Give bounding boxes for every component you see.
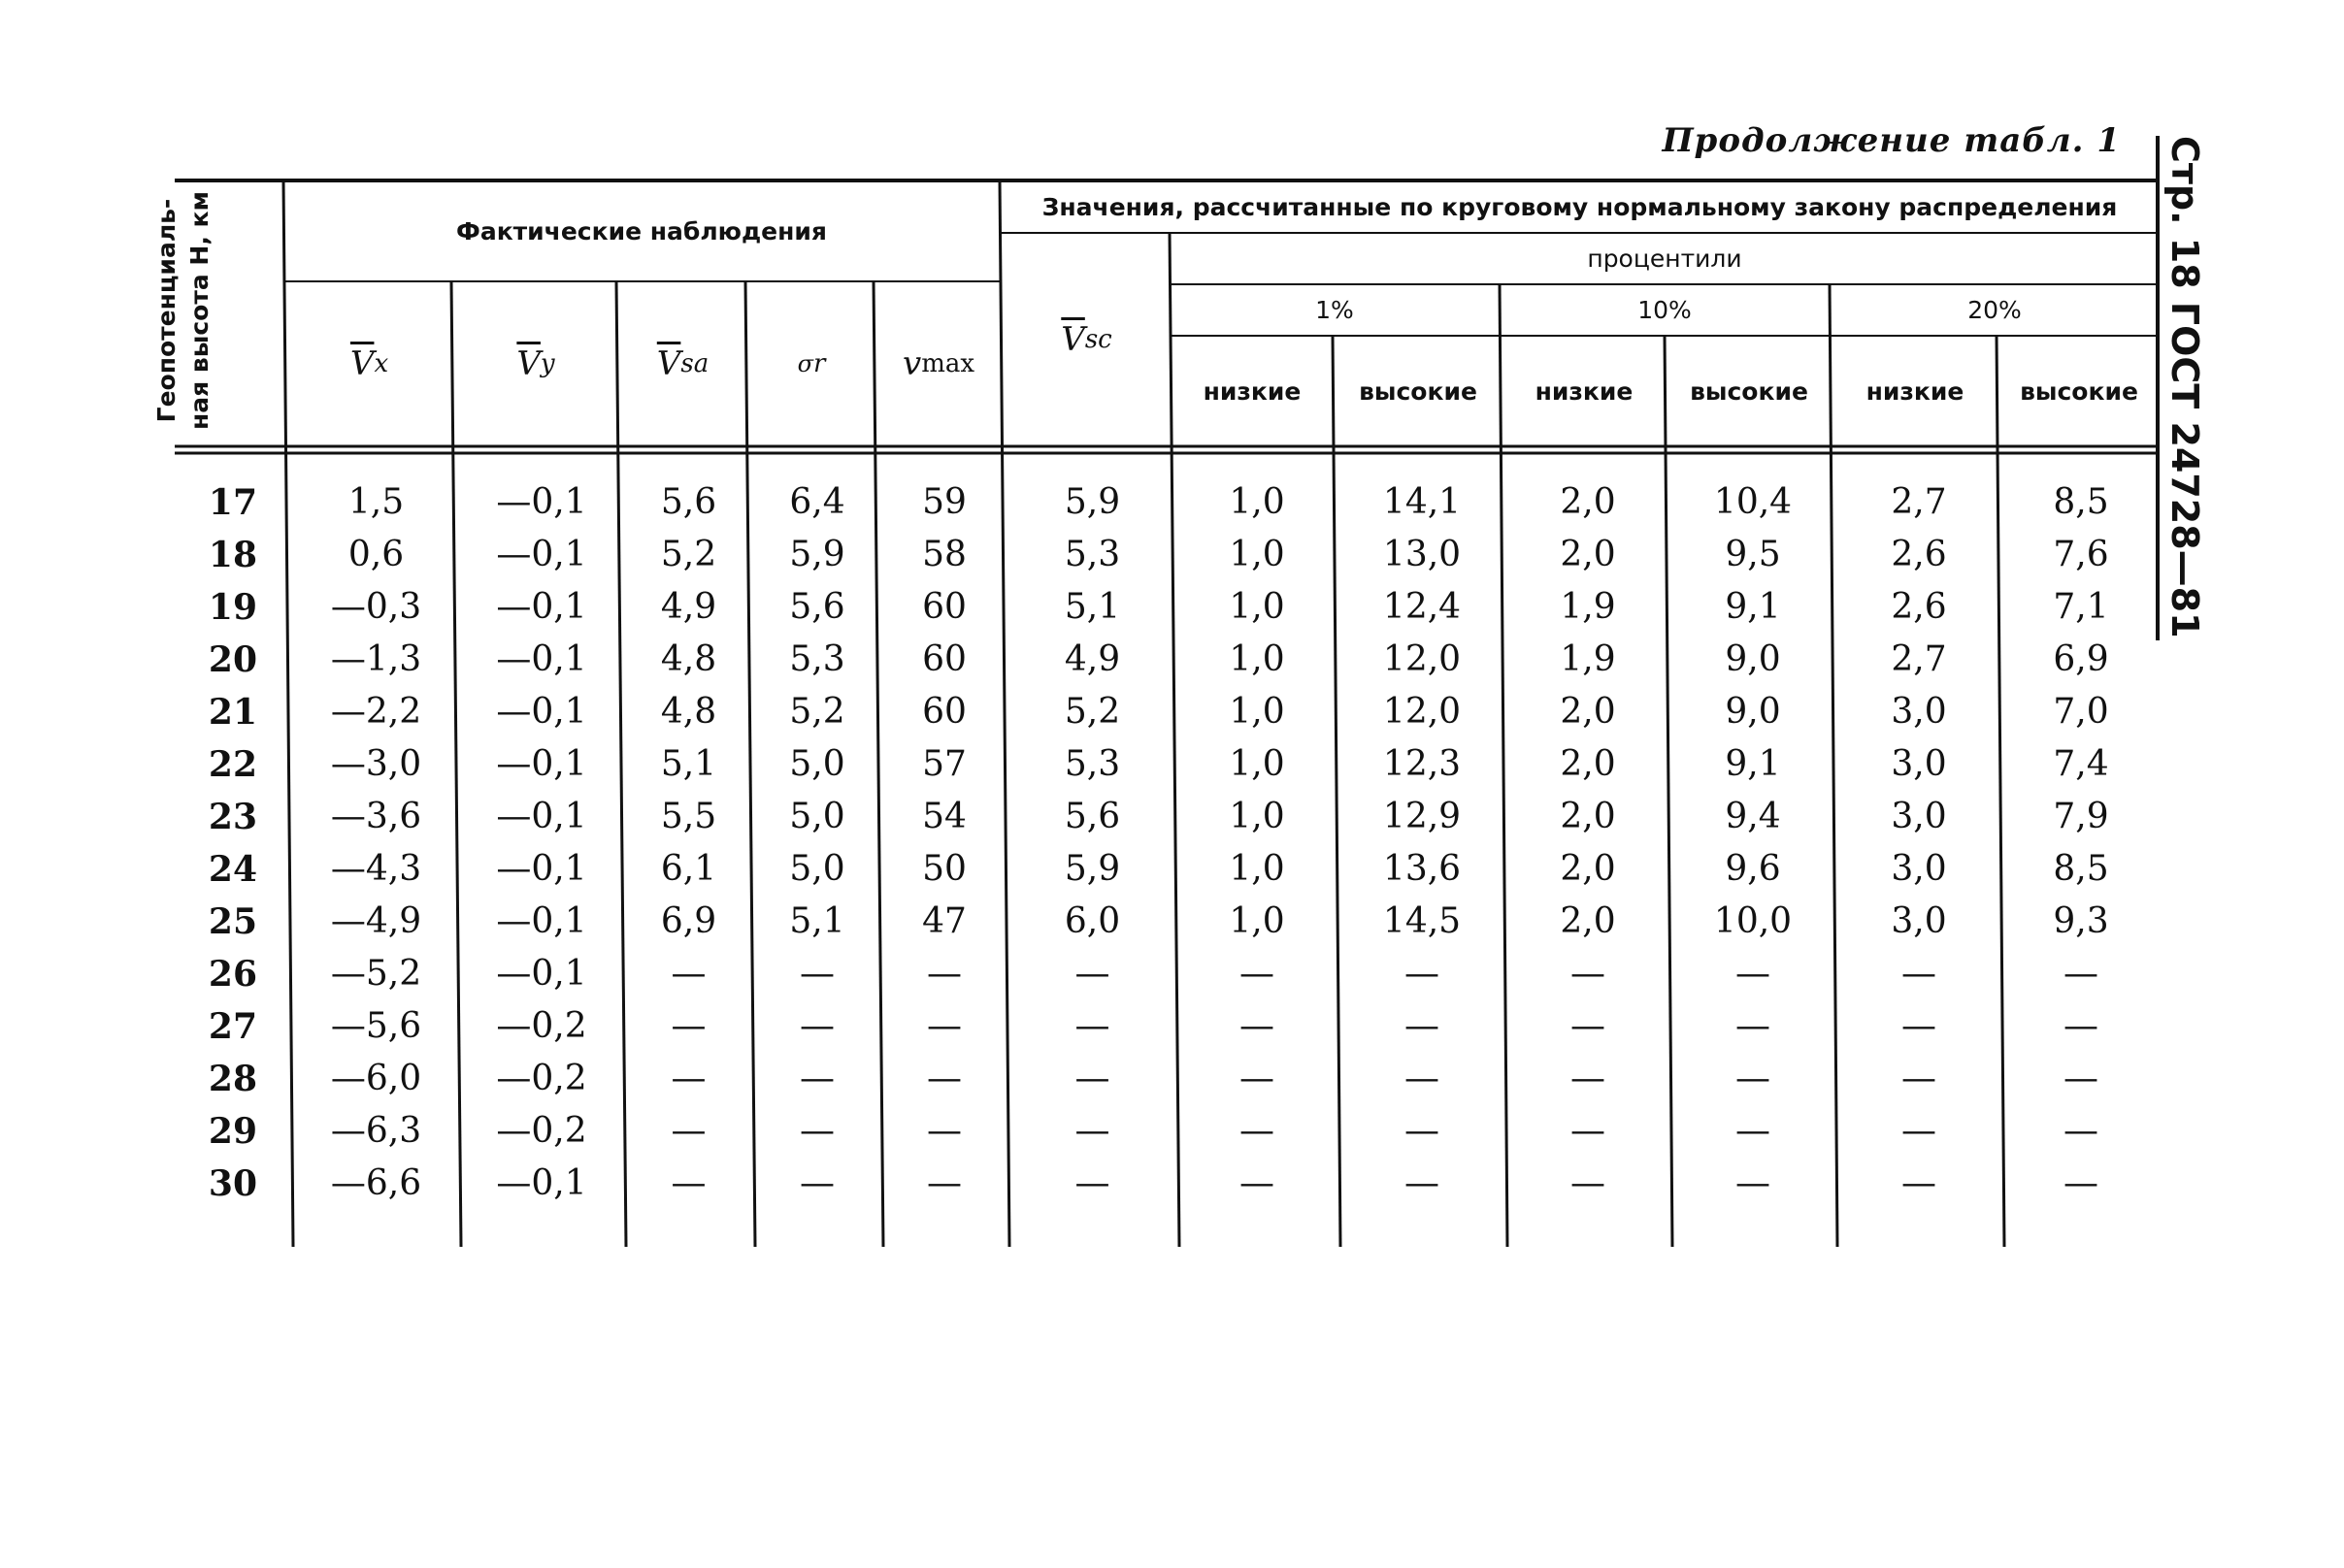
cell-p1-low: 1,0 [1229, 535, 1285, 574]
cell-p1-low: — [1239, 1006, 1274, 1046]
cell-p1-high: — [1404, 1006, 1439, 1046]
cell-height: 23 [208, 797, 257, 837]
cell-p1-high: 13,6 [1382, 849, 1462, 889]
cell-p1-low: — [1239, 1163, 1274, 1203]
cell-vmax: 59 [922, 482, 967, 522]
cell-p10-high: — [1735, 1163, 1770, 1203]
cell-p20-high: 8,5 [2053, 482, 2109, 522]
cell-p10-low: 2,0 [1560, 901, 1616, 941]
cell-p10-low: 2,0 [1560, 744, 1616, 784]
cell-sigma-r: 5,0 [789, 797, 845, 836]
cell-vmax: 57 [922, 744, 967, 784]
cell-vy: —0,1 [496, 482, 587, 522]
cell-vmax: — [927, 1163, 962, 1203]
cell-p1-low: 1,0 [1229, 744, 1285, 784]
cell-vx: 0,6 [347, 535, 405, 574]
cell-p1-high: 12,9 [1382, 797, 1462, 836]
cell-p20-low: 3,0 [1891, 744, 1947, 784]
cell-p1-low: 1,0 [1229, 849, 1285, 889]
header-percentiles: процентили [1587, 245, 1742, 273]
cell-vx: —6,3 [330, 1111, 422, 1151]
cell-vsa: 6,9 [660, 901, 717, 941]
cell-p1-high: 13,0 [1382, 535, 1462, 574]
cell-sigma-r: — [800, 954, 835, 994]
header-vmax: v max [902, 344, 975, 383]
cell-p20-high: 9,3 [2053, 901, 2109, 941]
cell-p20-high: 7,1 [2053, 587, 2109, 627]
header-vsa: $\overline{V}$ sa [656, 344, 710, 383]
header-computed-values: Значения, рассчитанные по круговому нормальному закону распределения [1041, 192, 2118, 221]
cell-vy: —0,1 [496, 692, 587, 732]
cell-p1-high: 12,0 [1382, 639, 1462, 679]
cell-sigma-r: 5,3 [789, 639, 845, 679]
cell-p10-low: — [1570, 954, 1605, 994]
cell-p10-low: — [1570, 1163, 1605, 1203]
cell-vsc: — [1074, 1111, 1110, 1151]
cell-vy: —0,1 [496, 849, 587, 889]
cell-height: 30 [208, 1163, 257, 1204]
cell-p10-high: 9,0 [1725, 692, 1781, 732]
cell-p1-low: — [1239, 954, 1274, 994]
cell-vy: —0,1 [496, 587, 587, 627]
cell-p20-low: 3,0 [1891, 849, 1947, 889]
cell-p20-high: — [2063, 1163, 2098, 1203]
cell-sigma-r: — [800, 1059, 835, 1098]
cell-vsc: — [1074, 1059, 1110, 1098]
cell-p10-low: — [1570, 1059, 1605, 1098]
cell-vx: —0,3 [330, 587, 422, 627]
cell-p10-high: 9,5 [1725, 535, 1781, 574]
cell-p20-high: — [2063, 1059, 2098, 1098]
cell-vmax: 60 [922, 587, 967, 627]
cell-p10-low: 2,0 [1560, 692, 1616, 732]
cell-p20-high: 7,6 [2053, 535, 2109, 574]
header-p10-low: низкие [1535, 376, 1634, 406]
cell-p10-high: 10,4 [1713, 482, 1793, 522]
cell-p1-low: 1,0 [1229, 639, 1285, 679]
cell-p1-high: — [1404, 954, 1439, 994]
table-continuation-caption: Продолжение табл. 1 [1662, 121, 2121, 160]
cell-vy: —0,2 [496, 1059, 587, 1098]
cell-vsc: 5,3 [1064, 535, 1121, 574]
cell-vsa: 6,1 [660, 849, 717, 889]
header-p20-low: низкие [1865, 376, 1964, 406]
cell-vsc: 4,9 [1064, 639, 1121, 679]
cell-vy: —0,1 [496, 954, 587, 994]
cell-p10-high: 10,0 [1713, 901, 1793, 941]
header-actual-observations: Фактические наблюдения [456, 216, 827, 245]
cell-vmax: 60 [922, 692, 967, 732]
cell-p1-low: 1,0 [1229, 901, 1285, 941]
header-height: Геопотенциаль-ная высота H, км [152, 191, 214, 430]
cell-p20-low: 2,7 [1891, 482, 1947, 522]
cell-p10-high: 9,4 [1725, 797, 1781, 836]
cell-vx: —5,2 [330, 954, 422, 994]
cell-vsc: 5,3 [1064, 744, 1121, 784]
cell-vsc: 5,9 [1064, 849, 1121, 889]
cell-sigma-r: — [800, 1006, 835, 1046]
header-sigma-r: σ r [797, 349, 826, 378]
header-vsc: $\overline{V}$ sc [1061, 320, 1112, 359]
cell-vx: —2,2 [330, 692, 422, 732]
cell-vsa: — [671, 1059, 707, 1098]
cell-vy: —0,1 [496, 1163, 587, 1203]
cell-p10-low: 1,9 [1560, 587, 1616, 627]
cell-p10-high: — [1735, 954, 1770, 994]
cell-height: 25 [208, 901, 257, 942]
cell-p1-high: — [1404, 1059, 1439, 1098]
header-p20: 20% [1967, 296, 2022, 324]
cell-p20-high: — [2063, 1111, 2098, 1151]
cell-p20-low: — [1901, 1006, 1936, 1046]
cell-p10-high: 9,0 [1725, 639, 1781, 679]
header-p1-high: высокие [1359, 376, 1477, 406]
cell-p10-low: 2,0 [1560, 535, 1616, 574]
cell-vx: —6,0 [330, 1059, 422, 1098]
cell-vsc: 5,1 [1064, 587, 1121, 627]
cell-height: 20 [208, 639, 257, 680]
cell-p20-high: 8,5 [2053, 849, 2109, 889]
cell-vx: 1,5 [347, 482, 405, 522]
cell-p1-low: — [1239, 1059, 1274, 1098]
header-p20-high: высокие [2020, 376, 2138, 406]
header-vx: $\overline{V}$ x [349, 344, 389, 383]
cell-sigma-r: 5,6 [789, 587, 845, 627]
cell-sigma-r: 5,1 [789, 901, 845, 941]
header-vy: $\overline{V}$ y [516, 344, 555, 383]
cell-vsc: 5,6 [1064, 797, 1121, 836]
cell-height: 29 [208, 1111, 257, 1152]
cell-height: 22 [208, 744, 257, 785]
cell-sigma-r: 6,4 [789, 482, 845, 522]
cell-p20-high: 7,9 [2053, 797, 2109, 836]
cell-vsa: 5,2 [660, 535, 717, 574]
cell-vmax: 50 [922, 849, 967, 889]
cell-height: 17 [208, 482, 257, 523]
cell-vy: —0,1 [496, 639, 587, 679]
cell-height: 18 [208, 535, 257, 575]
cell-vy: —0,1 [496, 535, 587, 574]
cell-vx: —6,6 [330, 1163, 422, 1203]
header-p10-high: высокие [1690, 376, 1808, 406]
cell-p10-low: 1,9 [1560, 639, 1616, 679]
cell-p1-high: 14,5 [1382, 901, 1462, 941]
cell-vmax: 54 [922, 797, 967, 836]
cell-vsc: 5,9 [1064, 482, 1121, 522]
cell-p10-high: 9,1 [1725, 587, 1781, 627]
cell-p10-low: 2,0 [1560, 797, 1616, 836]
cell-p1-high: 12,0 [1382, 692, 1462, 732]
cell-vsc: — [1074, 1163, 1110, 1203]
cell-vsa: — [671, 1163, 707, 1203]
cell-vmax: 58 [922, 535, 967, 574]
cell-p10-low: — [1570, 1006, 1605, 1046]
cell-sigma-r: 5,0 [789, 849, 845, 889]
cell-p1-high: 14,1 [1382, 482, 1462, 522]
cell-vsa: 5,5 [660, 797, 717, 836]
cell-p1-high: 12,4 [1382, 587, 1462, 627]
cell-sigma-r: 5,2 [789, 692, 845, 732]
cell-p20-low: — [1901, 1111, 1936, 1151]
cell-p1-high: — [1404, 1111, 1439, 1151]
cell-p20-low: 3,0 [1891, 901, 1947, 941]
cell-vy: —0,1 [496, 901, 587, 941]
cell-p20-low: 3,0 [1891, 797, 1947, 836]
cell-vsa: 5,6 [660, 482, 717, 522]
cell-p10-high: — [1735, 1111, 1770, 1151]
cell-p20-high: 6,9 [2053, 639, 2109, 679]
cell-p20-low: 3,0 [1891, 692, 1947, 732]
cell-p10-high: 9,6 [1725, 849, 1781, 889]
cell-vsa: 4,9 [660, 587, 717, 627]
cell-p10-low: 2,0 [1560, 482, 1616, 522]
cell-vmax: — [927, 1059, 962, 1098]
cell-height: 21 [208, 692, 257, 733]
cell-p20-low: — [1901, 1163, 1936, 1203]
cell-vy: —0,1 [496, 744, 587, 784]
cell-vsa: — [671, 1006, 707, 1046]
cell-vsc: — [1074, 954, 1110, 994]
cell-p20-low: 2,6 [1891, 587, 1947, 627]
cell-vsc: 5,2 [1064, 692, 1121, 732]
cell-vsc: 6,0 [1064, 901, 1121, 941]
cell-vx: —4,9 [330, 901, 422, 941]
cell-sigma-r: — [800, 1163, 835, 1203]
cell-p10-low: 2,0 [1560, 849, 1616, 889]
cell-sigma-r: — [800, 1111, 835, 1151]
page-side-label: Стр. 18 ГОСТ 24728—81 [2156, 136, 2214, 640]
cell-p1-low: 1,0 [1229, 692, 1285, 732]
cell-vmax: — [927, 954, 962, 994]
cell-vmax: — [927, 1111, 962, 1151]
cell-vmax: — [927, 1006, 962, 1046]
cell-height: 27 [208, 1006, 257, 1047]
cell-vmax: 60 [922, 639, 967, 679]
cell-p20-high: 7,0 [2053, 692, 2109, 732]
cell-p20-high: — [2063, 954, 2098, 994]
cell-vsa: — [671, 1111, 707, 1151]
cell-height: 24 [208, 849, 257, 890]
cell-p1-high: — [1404, 1163, 1439, 1203]
cell-vsa: 4,8 [660, 639, 717, 679]
cell-p20-low: 2,6 [1891, 535, 1947, 574]
cell-vsc: — [1074, 1006, 1110, 1046]
cell-vsa: — [671, 954, 707, 994]
cell-p1-low: — [1239, 1111, 1274, 1151]
cell-sigma-r: 5,0 [789, 744, 845, 784]
cell-vsa: 5,1 [660, 744, 717, 784]
header-p10: 10% [1637, 296, 1692, 324]
cell-p1-low: 1,0 [1229, 587, 1285, 627]
cell-vx: —1,3 [330, 639, 422, 679]
cell-p20-low: 2,7 [1891, 639, 1947, 679]
cell-vy: —0,1 [496, 797, 587, 836]
cell-vx: —4,3 [330, 849, 422, 889]
cell-p10-low: — [1570, 1111, 1605, 1151]
cell-vy: —0,2 [496, 1111, 587, 1151]
cell-p10-high: — [1735, 1006, 1770, 1046]
cell-p1-low: 1,0 [1229, 482, 1285, 522]
header-p1: 1% [1315, 296, 1354, 324]
cell-vx: —3,0 [330, 744, 422, 784]
cell-vmax: 47 [922, 901, 967, 941]
cell-vy: —0,2 [496, 1006, 587, 1046]
cell-p10-high: — [1735, 1059, 1770, 1098]
cell-p20-high: 7,4 [2053, 744, 2109, 784]
cell-p1-high: 12,3 [1382, 744, 1462, 784]
cell-vx: —5,6 [330, 1006, 422, 1046]
header-p1-low: низкие [1203, 376, 1302, 406]
cell-p20-high: — [2063, 1006, 2098, 1046]
cell-p10-high: 9,1 [1725, 744, 1781, 784]
cell-p1-low: 1,0 [1229, 797, 1285, 836]
cell-vx: —3,6 [330, 797, 422, 836]
cell-height: 19 [208, 587, 257, 628]
cell-p20-low: — [1901, 1059, 1936, 1098]
cell-height: 26 [208, 954, 257, 995]
cell-height: 28 [208, 1059, 257, 1099]
cell-vsa: 4,8 [660, 692, 717, 732]
cell-p20-low: — [1901, 954, 1936, 994]
cell-sigma-r: 5,9 [789, 535, 845, 574]
